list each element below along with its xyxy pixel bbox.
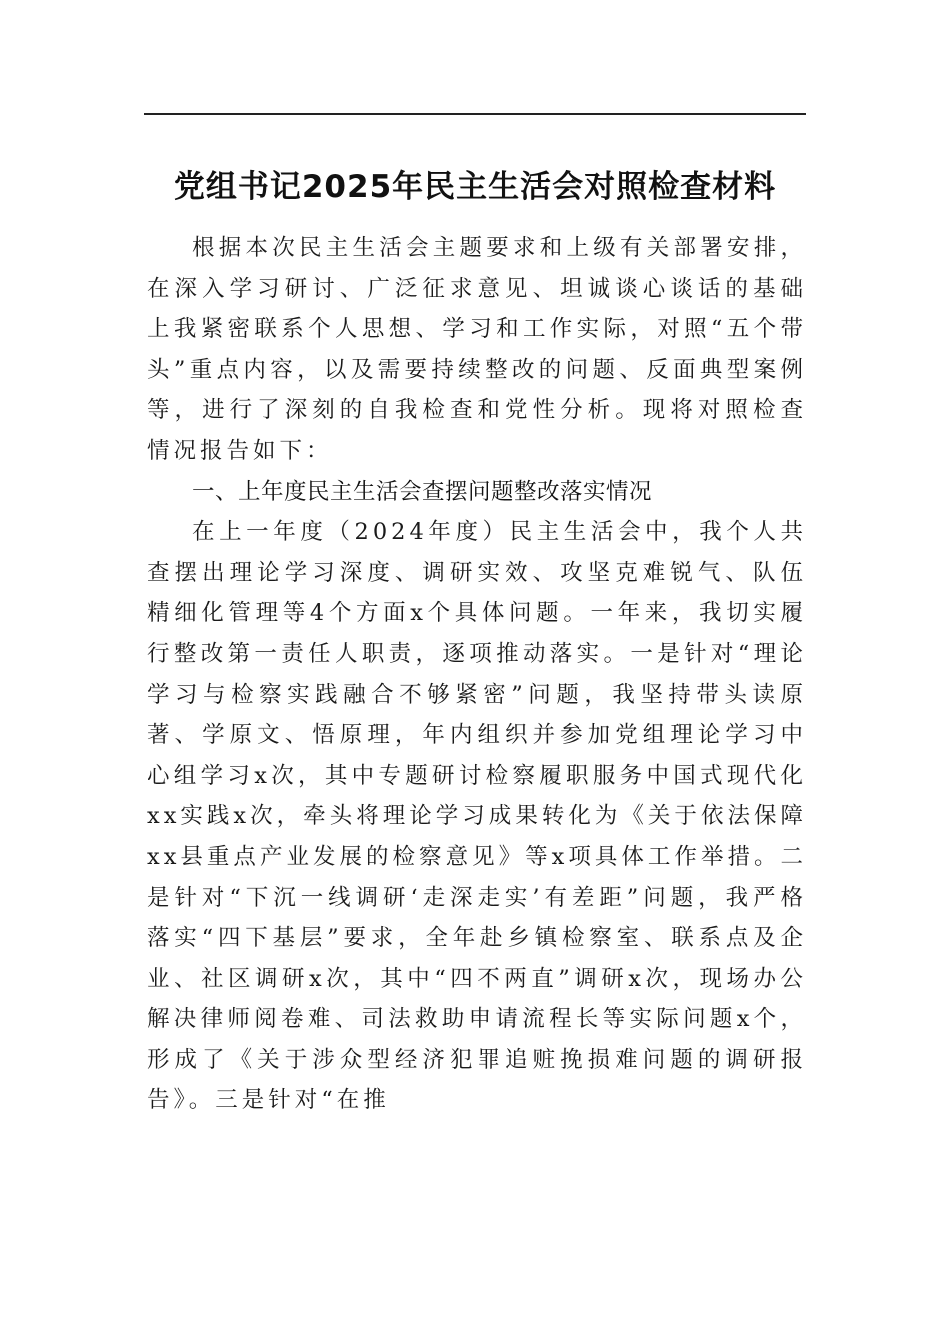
- section-heading-1: 一、上年度民主生活会查摆问题整改落实情况: [192, 478, 653, 505]
- top-divider-line: [144, 113, 806, 115]
- section-1-paragraph: 在上一年度（2024年度）民主生活会中，我个人共查摆出理论学习深度、调研实效、攻坚克难锐气、队伍精细化管理等4个方面x个具体问题。一年来，我切实履行整改第一责任人职责，逐项推动落实。一是针对“理论学习与检察实践融合不够紧密”问题，我坚持带头读原著、学原文、悟原理，年内组织并参加党组理论学习中心组学习x次，其中专题研讨检察履职服务中国式现代化xx实践x次，牵头将理论学习成果转化为《关于依法保障xx县重点产业发展的检察意见》等x项具体工作举措。二是针对“下沉一线调研‘走深走实’有差距”问题，我严格落实“四下基层”要求，全年赴乡镇检察室、联系点及企业、社区调研x次，其中“四不两直”调研x次，现场办公解决律师阅卷难、司法救助申请流程长等实际问题x个，形成了《关于涉众型经济犯罪追赃挽损难问题的调研报告》。三是针对“在推: [147, 519, 807, 1114]
- document-title: 党组书记2025年民主生活会对照检查材料: [173, 169, 777, 205]
- document-body: [147, 228, 807, 1121]
- intro-paragraph: 根据本次民主生活会主题要求和上级有关部署安排，在深入学习研讨、广泛征求意见、坦诚谈心谈话的基础上我紧密联系个人思想、学习和工作实际，对照“五个带头”重点内容，以及需要持续整改的问题、反面典型案例等，进行了深刻的自我检查和党性分析。现将对照检查情况报告如下：: [147, 235, 807, 464]
